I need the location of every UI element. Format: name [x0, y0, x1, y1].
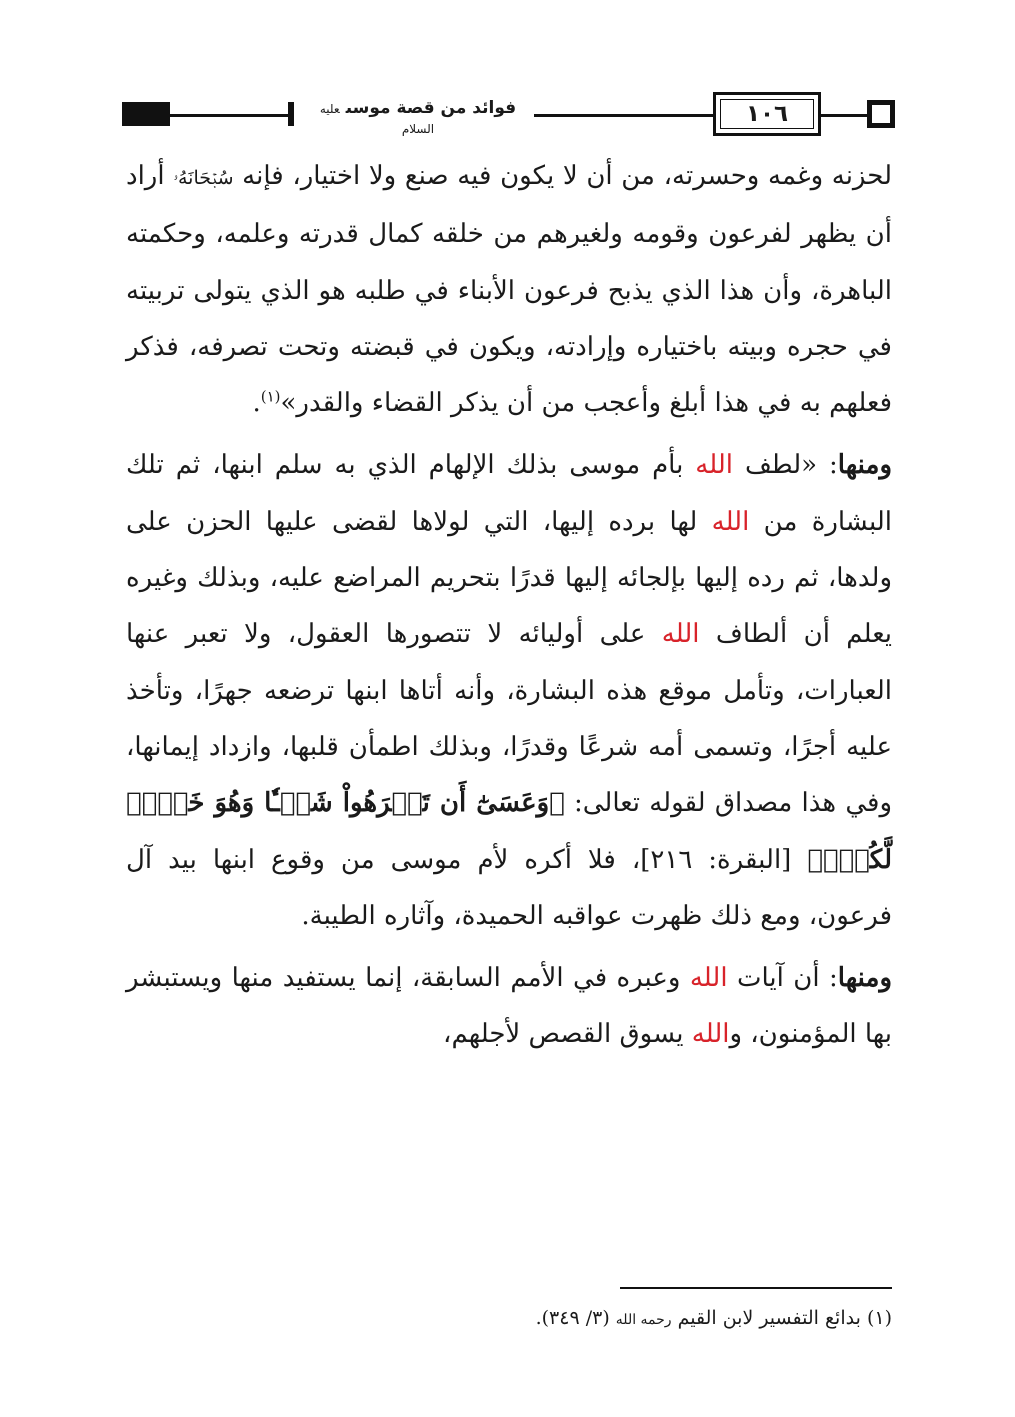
text-run: لحزنه وغمه وحسرته، من أن لا يكون فيه صنع ولا اختيار، فإنه: [233, 161, 892, 191]
text-run: بأم موسى بذلك الإلهام الذي به سلم ابنها، ثم تلك البشارة من: [126, 450, 892, 537]
header-block-ornament: [122, 102, 170, 126]
footnote-text: بدائع التفسير لابن القيم: [671, 1307, 867, 1329]
divine-name: الله: [691, 1019, 730, 1050]
footnote-reference: (٣/ ٣٤٩).: [535, 1307, 616, 1329]
footnote-rule: [620, 1287, 892, 1289]
honorific-glyph: رحمه الله: [615, 1312, 672, 1328]
header-bar-ornament: [288, 102, 294, 126]
header-rule-middle: [534, 114, 713, 117]
text-run: يسوق القصص لأجلهم،: [443, 1019, 692, 1050]
honorific-glyph: عليه السلام: [319, 102, 435, 136]
text-run: .: [252, 388, 261, 419]
footnote-ref[interactable]: (١): [260, 387, 281, 406]
text-run: أراد أن يظهر لفرعون وقومه ولغيرهم من خلقه كمال قدرته وعلمه، وحكمته الباهرة، وأن هذا الذي يذبح فرعون الأبناء في طلبه هو الذي يتولى تربيته في حجره وبيته باختياره وإرادته، ويكون في قبضته وتحت تصرفه، فذكر فعلهم به في هذا أبلغ وأعجب من أن يذكر القضاء والقدر»: [126, 161, 892, 419]
footnote-number: (١): [866, 1307, 892, 1329]
paragraph-lead: ومنها: [837, 963, 892, 994]
header-rule-right: [821, 114, 871, 117]
header-square-ornament: [867, 100, 895, 128]
footnote: [126, 1303, 892, 1335]
divine-name: الله: [695, 450, 733, 481]
page-number-frame: [713, 92, 821, 136]
honorific-glyph: سُبۡحَانَهُۥ: [173, 167, 234, 189]
text-run: ، فلا أكره لأم موسى من وقوع ابنها بيد آل فرعون، ومع ذلك ظهرت عواقبه الحميدة، وآثاره الطيبة.: [126, 844, 892, 931]
text-run: وعبره في الأمم السابقة، إنما يستفيد منها ويستبشر بها المؤمنون، و: [126, 963, 892, 1050]
text-run: : «لطف: [733, 450, 838, 481]
running-header: [122, 88, 895, 140]
quran-verse: ﴿وَعَسَىٰٓ أَن تَكۡرَهُواْ شَيۡـٔٗا وَهُوَ خَيۡرٞ لَّكُمۡۖ﴾: [126, 788, 893, 875]
running-title: [302, 98, 534, 138]
text-run: لها برده إليها، التي لولاها لقضى عليها الحزن على ولدها، ثم رده إليها بإلجائه إليها قدرًا بتحريم المراضع عليه، وبذلك وغيره يعلم أن ألطاف: [126, 506, 892, 650]
paragraph-3: [126, 950, 892, 1063]
paragraph-lead: ومنها: [837, 450, 892, 481]
text-run: : أن آيات: [727, 963, 838, 994]
text-run: على أوليائه لا تتصورها العقول، ولا تعبر عنها العبارات، وتأمل موقع هذه البشارة، وأنه أتاها ابنها ترضعه جهرًا، وتأخذ عليه أجرًا، وتسمى أمه شرعًا وقدرًا، وبذلك اطمأن قلبها، وازداد إيمانها، وفي هذا مصداق لقوله تعالى:: [126, 619, 893, 819]
paragraph-1: [126, 148, 892, 431]
divine-name: الله: [711, 506, 750, 537]
running-title-text: فوائد من قصة موسى: [345, 98, 517, 118]
paragraph-2: [126, 437, 892, 944]
verse-reference: [البقرة: ٢١٦]: [640, 844, 808, 875]
divine-name: الله: [661, 619, 700, 650]
page-number: ١٠٦: [745, 101, 789, 127]
main-text: [126, 148, 892, 1063]
divine-name: الله: [689, 963, 728, 994]
